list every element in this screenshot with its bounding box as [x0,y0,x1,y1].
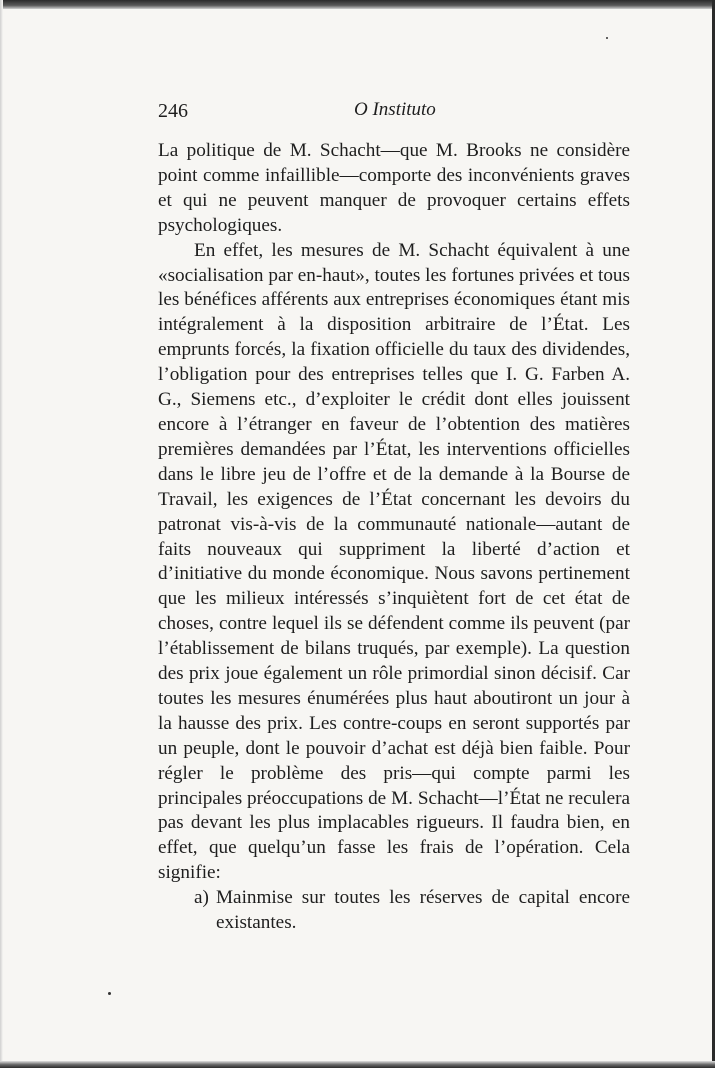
scan-bottom-edge [0,1061,715,1068]
running-title: O Instituto [354,99,436,120]
list-item [158,886,630,936]
body-text [158,139,630,936]
list-item-text: Mainmise sur toutes les réserves de capital encore existantes. [216,887,630,934]
scan-top-edge [0,0,715,9]
scan-speck [108,992,111,995]
list-marker: a) [194,887,209,909]
scan-left-edge [0,0,3,1068]
paragraph: En effet, les mesures de M. Schacht équivalent à une «socialisation par en-haut», toutes les fortunes privées et tous les bénéfices afférents aux entreprises économiques étant mis intégralement à la disposition arbitraire de l’État. Les emprunts forcés, la fixation officielle du taux des dividendes, l’obligation pour des entreprises telles que I. G. Farben A. G., Siemens etc., d’exploiter le crédit dont elles jouissent encore à l’étranger en faveur de l’obtention des matières premières demandées par l’État, les interventions officielles dans le libre jeu de l’offre et de la demande à la Bourse de Travail, les exigences de l’État concernant les devoirs du patronat vis-à-vis de la communauté nationale—autant de faits nouveaux qui suppriment la liberté d’action et d’initiative du monde économique. Nous savons pertinement que les milieux intéressés s’inquiètent fort de cet état de choses, contre lequel ils se défendent comme ils peuvent (par l’établissement de bilans truqués, par exemple). La question des prix joue également un rôle primordial sinon décisif. Car toutes les mesures énumérées plus haut aboutiront un jour à la hausse des prix. Les contre-coups en seront supportés par un peuple, dont le pouvoir d’achat est déjà bien faible. Pour régler le problème des pris—qui compte parmi les principales préoccupations de M. Schacht—l’État ne reculera pas devant les plus implacables rigueurs. Il faudra bien, en effet, que quelqu’un fasse les frais de l’opération. Cela signifie: [158,239,630,884]
page-number: 246 [158,100,188,122]
paragraph: La politique de M. Schacht—que M. Brooks ne considère point comme infaillible—comporte des inconvénients graves et qui ne peuvent manquer de provoquer certains effets psychologiques. [158,140,630,236]
scan-speck [606,37,608,39]
running-header [158,96,633,126]
